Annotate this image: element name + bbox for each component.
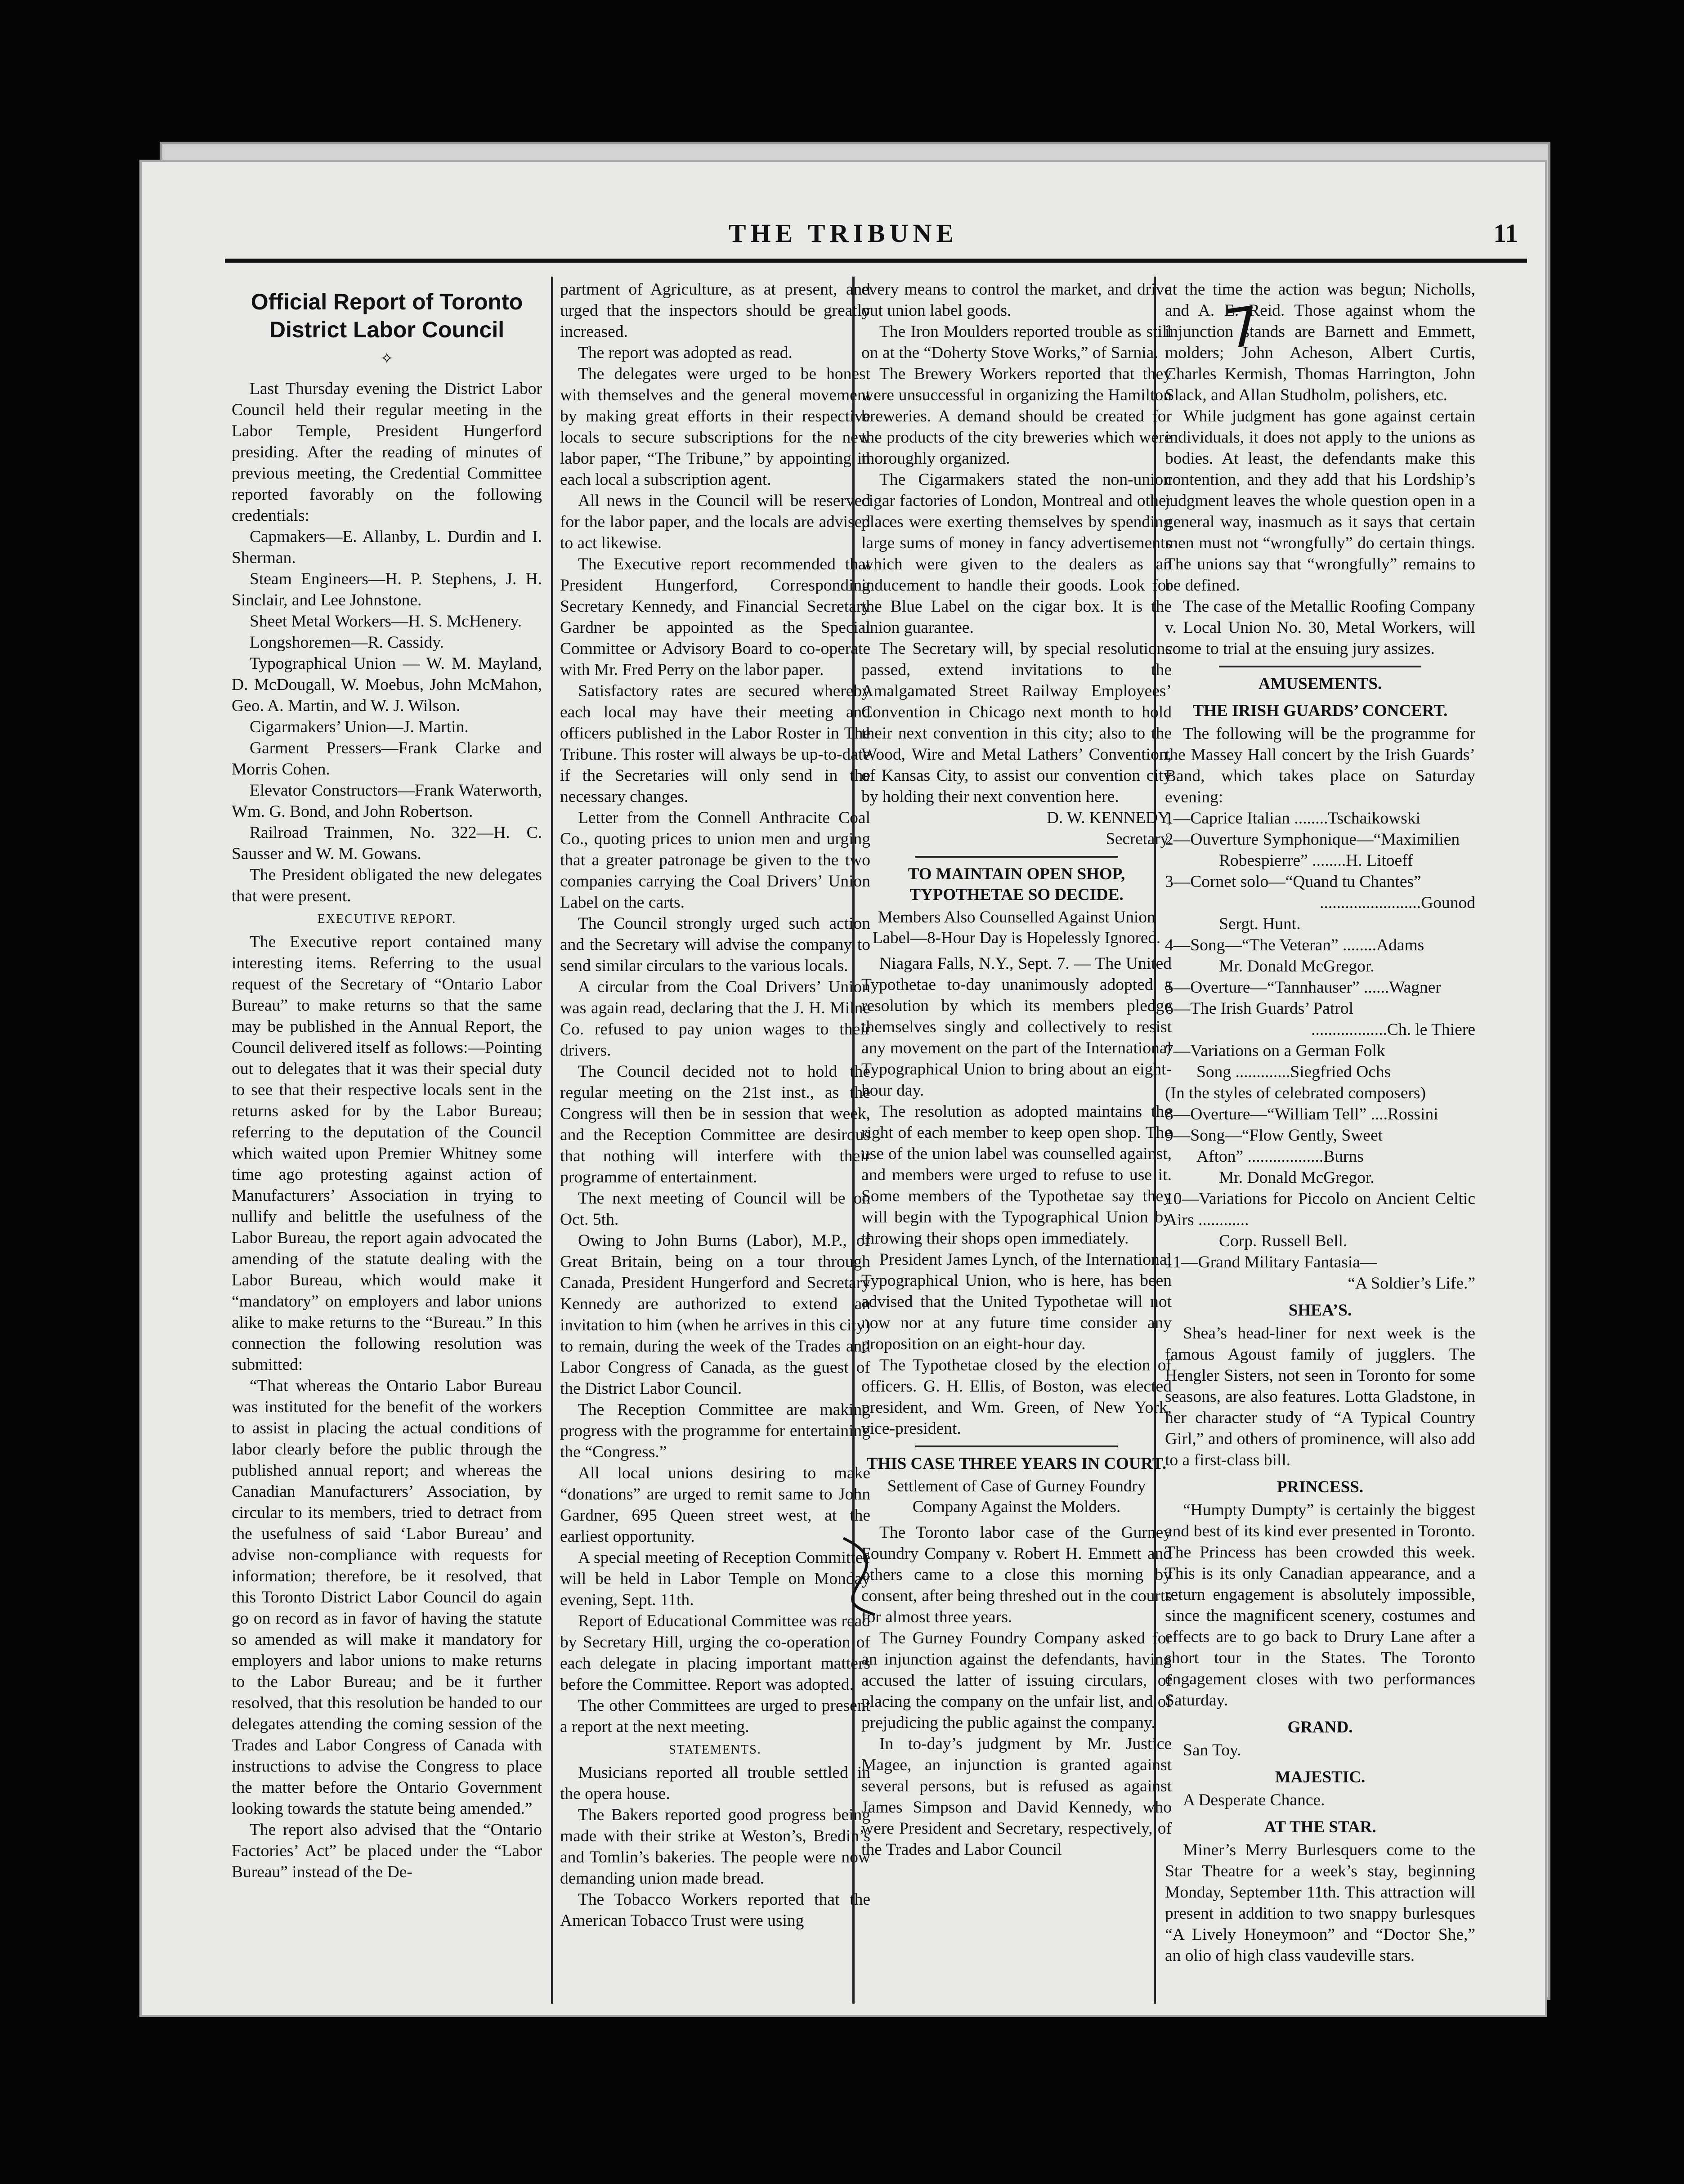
column-rule xyxy=(551,277,553,2004)
paragraph: at the time the action was begun; Nicholls, and A. E. Reid. Those against whom the injunction stands are Barnett and Emmett, molders; John Acheson, Albert Curtis, Charles Kermish, Thomas Harrington, John Slack, and Allan Studholm, polishers, etc. xyxy=(1165,280,1475,404)
paragraph: The Executive report recommended that President Hungerford, Corresponding Secretary Kennedy, and Financial Secretary Gardner be appointed as the Special Committee or Advisory Board to co-operate with Mr. Fred Perry on the labor paper. xyxy=(560,555,870,679)
paragraph: The Executive report contained many interesting items. Referring to the usual request of the Secretary of “Ontario Labor Bureau” to make returns so that the same may be published in the Annual Report, the Council delivered itself as follows:—Pointing out to delegates that it was their special duty to see that their respective locals sent in the returns asked for by the Labor Bureau; referring to the deputation of the Council which waited upon Premier Whitney some time ago protesting against action of Manufacturers’ Association in trying to nullify and belittle the usefulness of the Labor Bureau, the report again advocated the amending of the statute dealing with the Labor Bureau, which would make it “mandatory” on employers and labor unions alike to make returns to the “Bureau.” In this connection the following resolution was submitted: xyxy=(232,933,542,1374)
programme-line: 7—Variations on a German Folk xyxy=(1165,1042,1385,1060)
signature-title: Secretary. xyxy=(1106,830,1172,848)
section-subhead: AT THE STAR. xyxy=(1264,1818,1376,1836)
credential-item: Longshoremen—R. Cassidy. xyxy=(250,633,444,652)
paragraph: The Toronto labor case of the Gurney Foundry Company v. Robert H. Emmett and others came to a close this morning by consent, after being threshed out in the courts for almost three years. xyxy=(861,1523,1172,1626)
divider xyxy=(915,856,1118,858)
paragraph: Musicians reported all trouble settled in the opera house. xyxy=(560,1763,870,1803)
article-deck: Settlement of Case of Gurney Foundry Company Against the Molders. xyxy=(887,1477,1146,1516)
paragraph: partment of Agriculture, as at present, and urged that the inspectors should be greatly increased. xyxy=(560,280,870,341)
programme-line: 5—Overture—“Tannhauser” ......Wagner xyxy=(1165,978,1441,997)
column-1 xyxy=(232,279,542,1997)
paragraph: Niagara Falls, N.Y., Sept. 7. — The United Typothetae to-day unanimously adopted a resolution by which its members pledge themselves singly and collectively to resist any movement on the part of the International Typographical Union to bring about an eight-hour day. xyxy=(861,954,1172,1100)
headline-line: District Labor Council xyxy=(269,317,505,342)
credential-item: Railroad Trainmen, No. 322—H. C. Sausser and W. M. Gowans. xyxy=(232,823,542,863)
paragraph: Letter from the Connell Anthracite Coal Co., quoting prices to union men and urging that a greater patronage be given to the two companies carrying the Coal Drivers’ Union Label on the carts. xyxy=(560,809,870,912)
article-deck: Members Also Counselled Against Union Label—8-Hour Day is Hopelessly Ignored. xyxy=(872,908,1161,947)
paragraph: The Gurney Foundry Company asked for an injunction against the defendants, having accused the latter of issuing circulars, of placing the company on the unfair list, and of prejudicing the public against the company. xyxy=(861,1629,1172,1732)
handwritten-mark: 7 xyxy=(1221,295,1264,362)
section-subhead: STATEMENTS. xyxy=(669,1743,761,1757)
divider xyxy=(1219,666,1421,667)
programme-line: 2—Ouverture Symphonique—“Maximilien xyxy=(1165,830,1460,849)
ornament-icon: ✧ xyxy=(380,349,394,367)
paragraph: While judgment has gone against certain individuals, it does not apply to the unions as bodies. At least, the defendants make this contention, and they add that his Lordship’s judgment leaves the whole question open in a general way, inasmuch as it says that certain men must not “wrongfully” do certain things. The unions say that “wrongfully” remains to be defined. xyxy=(1165,407,1475,595)
paragraph: The delegates were urged to be honest with themselves and the general movement by making great efforts in their respective locals to secure subscriptions for the new labor paper, “The Tribune,” by appointing in each local a subscription agent. xyxy=(560,365,870,489)
programme-line: 6—The Irish Guards’ Patrol xyxy=(1165,999,1354,1018)
paragraph: The Bakers reported good progress being made with their strike at Weston’s, Bredin’s and Tomlin’s bakeries. The people were now demanding union made bread. xyxy=(560,1806,870,1888)
paragraph: The Tobacco Workers reported that the American Tobacco Trust were using xyxy=(560,1890,870,1930)
paragraph: All local unions desiring to make “donations” are urged to remit same to John Gardner, 695 Queen street west, at the earliest opportunity. xyxy=(560,1464,870,1546)
section-subhead: SHEA’S. xyxy=(1288,1301,1352,1320)
section-subhead: EXECUTIVE REPORT. xyxy=(317,912,457,926)
section-subhead: THE IRISH GUARDS’ CONCERT. xyxy=(1192,702,1448,720)
programme-line: Mr. Donald McGregor. xyxy=(1219,957,1375,976)
credential-item: Elevator Constructors—Frank Waterworth, Wm. G. Bond, and John Robertson. xyxy=(232,781,542,821)
signature-name: D. W. KENNEDY, xyxy=(1047,809,1172,827)
headline-line: Official Report of Toronto xyxy=(251,289,523,314)
paragraph: Shea’s head-liner for next week is the famous Agoust family of jugglers. The Hengler Sisters, not seen in Toronto for some seasons, are also features. Lotta Gladstone, in her character study of “A Typical Country Girl,” and others of prominence, will also add to a first-class bill. xyxy=(1165,1324,1475,1469)
article-headline: THIS CASE THREE YEARS IN COURT. xyxy=(866,1455,1167,1473)
paragraph: Report of Educational Committee was read by Secretary Hill, urging the co-operation of each delegate in placing important matters before the Committee. Report was adopted. xyxy=(560,1612,870,1694)
column-4 xyxy=(1165,279,1475,1997)
credential-item: Steam Engineers—H. P. Stephens, J. H. Sinclair, and Lee Johnstone. xyxy=(232,570,542,609)
programme-line: “A Soldier’s Life.” xyxy=(1348,1274,1475,1293)
paragraph: The Secretary will, by special resolutions passed, extend invitations to the Amalgamated Street Railway Employees’ Convention in Chicago next month to hold their next convention in this city; also to the Wood, Wire and Metal Lathers’ Convention, of Kansas City, to assist our convention city by holding their next convention here. xyxy=(861,640,1172,806)
newspaper-page xyxy=(142,162,1545,2015)
divider xyxy=(915,1446,1118,1447)
programme-line: 8—Overture—“William Tell” ....Rossini xyxy=(1165,1105,1438,1123)
paragraph: President James Lynch, of the International Typographical Union, who is here, has been advised that the United Typothetae will not now nor at any future time consider any proposition on an eight-hour day. xyxy=(861,1250,1172,1353)
paragraph: A Desperate Chance. xyxy=(1183,1791,1325,1809)
programme-line: 10—Variations for Piccolo on Ancient Celtic Airs ............ xyxy=(1165,1190,1475,1229)
paragraph: In to-day’s judgment by Mr. Justice Magee, an injunction is granted against several persons, but is refused as against James Simpson and David Kennedy, who were President and Secretary, respectively, of the Trades and Labor Council xyxy=(861,1735,1172,1859)
paragraph: The report also advised that the “Ontario Factories’ Act” be placed under the “Labor Bureau” instead of the De- xyxy=(232,1821,542,1881)
article-headline: TO MAINTAIN OPEN SHOP, TYPOTHETAE SO DECIDE. xyxy=(908,865,1125,904)
programme-line: ..................Ch. le Thiere xyxy=(1311,1020,1475,1039)
section-subhead: GRAND. xyxy=(1287,1718,1353,1736)
concert-programme xyxy=(1165,808,1475,1294)
paragraph: San Toy. xyxy=(1183,1741,1241,1759)
paragraph: The case of the Metallic Roofing Company v. Local Union No. 30, Metal Workers, will come to trial at the ensuing jury assizes. xyxy=(1165,597,1475,658)
paragraph: “That whereas the Ontario Labor Bureau was instituted for the benefit of the workers to assist in placing the actual conditions of labor clearly before the public through the published annual report; and whereas the Canadian Manufacturers’ Association, by circular to its members, tried to detract from the usefulness of said ‘Labor Bureau’ and advise non-compliance with requests for information; therefore, be it resolved, that this Toronto District Labor Council do again go on record as in favor of having the statute so amended as will make it mandatory for employers and labor unions to make returns to the Labor Bureau; and be it further resolved, that this resolution be handed to our delegates attending the coming session of the Trades and Labor Congress of Canada with instructions to advise the Congress to place the matter before the Ontario Government looking towards the statute being amended.” xyxy=(232,1377,542,1818)
paragraph: every means to control the market, and drive out union label goods. xyxy=(861,280,1172,320)
paragraph: The Reception Committee are making progress with the programme for entertaining the “Congress.” xyxy=(560,1401,870,1461)
programme-line: ........................Gounod xyxy=(1320,894,1475,912)
programme-line: 3—Cornet solo—“Quand tu Chantes” xyxy=(1165,873,1421,891)
paragraph: The Council strongly urged such action and the Secretary will advise the company to send similar circulars to the various locals. xyxy=(560,914,870,975)
credential-item: Capmakers—E. Allanby, L. Durdin and I. Sherman. xyxy=(232,528,542,567)
programme-line: 11—Grand Military Fantasia— xyxy=(1165,1253,1377,1271)
masthead xyxy=(142,218,1545,254)
paragraph: The resolution as adopted maintains the right of each member to keep open shop. The use of the union label was counselled against, and members were urged to refuse to use it. Some members of the Typothetae say they will begin with the Typographical Union by throwing their shops open immediately. xyxy=(861,1102,1172,1248)
section-subhead: MAJESTIC. xyxy=(1275,1768,1366,1786)
credential-item: Garment Pressers—Frank Clarke and Morris Cohen. xyxy=(232,739,542,779)
paragraph: The report was adopted as read. xyxy=(578,344,793,362)
programme-line: Song .............Siegfried Ochs xyxy=(1196,1063,1391,1081)
section-subhead: PRINCESS. xyxy=(1276,1478,1364,1496)
credential-item: Cigarmakers’ Union—J. Martin. xyxy=(250,718,469,736)
pencil-stroke xyxy=(834,1529,888,1619)
paragraph: The Brewery Workers reported that they were unsuccessful in organizing the Hamilton breweries. A demand should be created for the products of the city breweries which were thoroughly organized. xyxy=(861,365,1172,468)
column-2 xyxy=(560,279,870,1997)
credential-item: The President obligated the new delegates that were present. xyxy=(232,866,542,905)
article-headline xyxy=(232,288,542,344)
section-headline: AMUSEMENTS. xyxy=(1258,675,1382,693)
paragraph: The Cigarmakers stated the non-union cigar factories of London, Montreal and other places were exerting themselves by spending large sums of money in fancy advertisements which were given to the dealers as an inducement to handle their goods. Look for the Blue Label on the cigar box. It is the union guarantee. xyxy=(861,470,1172,637)
paragraph: The other Committees are urged to present a report at the next meeting. xyxy=(560,1696,870,1736)
paragraph: A special meeting of Reception Committee will be held in Labor Temple on Monday evening, Sept. 11th. xyxy=(560,1548,870,1609)
paragraph: Miner’s Merry Burlesquers come to the Star Theatre for a week’s stay, beginning Monday, September 11th. This attraction will present in addition to two snappy burlesques “A Lively Honeymoon” and “Doctor She,” an olio of high class vaudeville stars. xyxy=(1165,1841,1475,1965)
programme-line: (In the styles of celebrated composers) xyxy=(1165,1084,1426,1102)
header-rule xyxy=(225,259,1527,263)
paragraph: The next meeting of Council will be on Oct. 5th. xyxy=(560,1189,870,1229)
programme-line: Sergt. Hunt. xyxy=(1219,915,1301,933)
page-number: 11 xyxy=(1493,219,1518,248)
paragraph: The Typothetae closed by the election of officers. G. H. Ellis, of Boston, was elected president, and Wm. Green, of New York, vice-president. xyxy=(861,1356,1172,1438)
programme-line: 4—Song—“The Veteran” ........Adams xyxy=(1165,936,1424,954)
paragraph: All news in the Council will be reserved for the labor paper, and the locals are advised to act likewise. xyxy=(560,492,870,552)
paragraph: Owing to John Burns (Labor), M.P., of Great Britain, being on a tour through Canada, President Hungerford and Secretary Kennedy are authorized to extend an invitation to him (when he arrives in this city) to remain, during the week of the Trades and Labor Congress of Canada, as the guest of the District Labor Council. xyxy=(560,1231,870,1398)
programme-line: Afton” ..................Burns xyxy=(1196,1147,1364,1166)
column-3 xyxy=(861,279,1172,1997)
paragraph: The Council decided not to hold the regular meeting on the 21st inst., as the Congress will then be in session that week, and the Reception Committee are desirous that nothing will interfere with their programme of entertainment. xyxy=(560,1062,870,1186)
paragraph: The Iron Moulders reported trouble as still on at the “Doherty Stove Works,” of Sarnia. xyxy=(861,322,1172,362)
programme-line: 1—Caprice Italian ........Tschaikowski xyxy=(1165,809,1421,828)
paragraph: Last Thursday evening the District Labor Council held their regular meeting in the Labor Temple, President Hungerford presiding. After the reading of minutes of previous meeting, the Credential Committee reported favorably on the following credentials: xyxy=(232,380,542,525)
programme-line: Robespierre” ........H. Litoeff xyxy=(1219,851,1413,870)
paragraph: Satisfactory rates are secured whereby each local may have their meeting and officers published in the Labor Roster in The Tribune. This roster will always be up-to-date if the Secretaries will only send in the necessary changes. xyxy=(560,682,870,806)
paragraph: The following will be the programme for the Massey Hall concert by the Irish Guards’ Band, which takes place on Saturday evening: xyxy=(1165,725,1475,806)
programme-line: Mr. Donald McGregor. xyxy=(1219,1168,1375,1187)
programme-line: Corp. Russell Bell. xyxy=(1219,1232,1348,1250)
paragraph: A circular from the Coal Drivers’ Union was again read, declaring that the J. H. Milne Co. refused to pay union wages to their drivers. xyxy=(560,978,870,1060)
credential-item: Typographical Union — W. M. Mayland, D. McDougall, W. Moebus, John McMahon, Geo. A. Martin, and W. J. Wilson. xyxy=(232,654,542,715)
credential-item: Sheet Metal Workers—H. S. McHenery. xyxy=(250,612,522,631)
newspaper-title: THE TRIBUNE xyxy=(728,219,958,248)
programme-line: 9—Song—“Flow Gently, Sweet xyxy=(1165,1126,1383,1145)
paragraph: “Humpty Dumpty” is certainly the biggest and best of its kind ever presented in Toronto. The Princess has been crowded this week. This is its only Canadian appearance, and a return engagement is absolutely impossible, since the magnificent scenery, costumes and effects are to go back to Drury Lane after a short tour in the States. The Toronto engagement closes with two performances Saturday. xyxy=(1165,1501,1475,1710)
